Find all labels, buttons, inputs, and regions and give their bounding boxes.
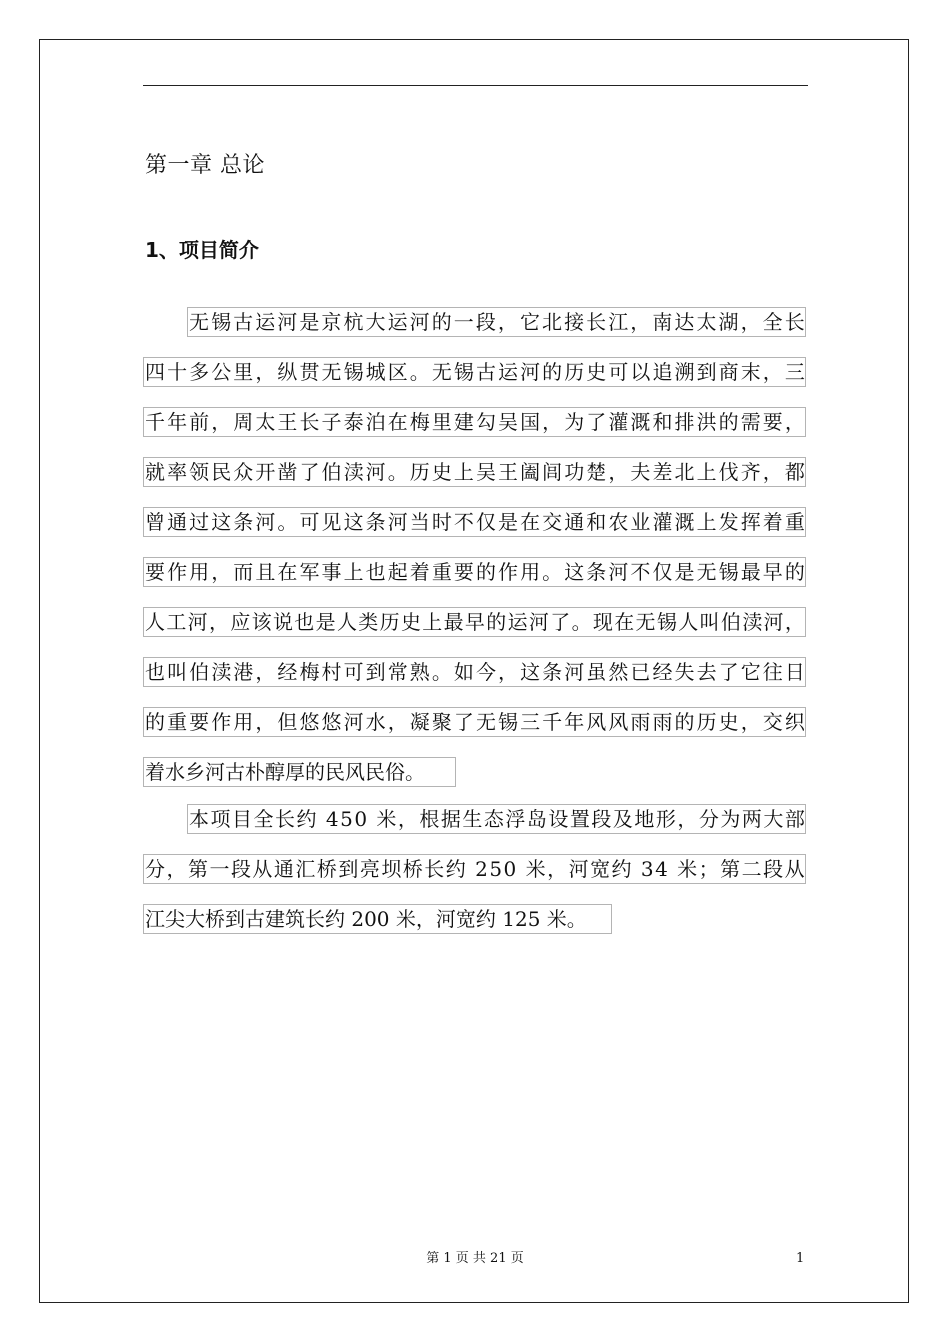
text-line: 江尖大桥到古建筑长约 200 米，河宽约 125 米。 [143, 904, 612, 934]
text-line: 就 率 领 民 众 开 凿 了 伯 渎 河 。 历 史 上 吴 王 阖 闾 功 楚 ， 夫 差 北 上 伐 齐 ， 都 [143, 457, 806, 487]
text-line: 分 ， 第 一 段 从 通 汇 桥 到 亮 坝 桥 长 约 2 5 0 米 ， 河 宽 约 3 4 米 ； 第 二 段 从 [143, 854, 806, 884]
text-line: 无 锡 古 运 河 是 京 杭 大 运 河 的 一 段 ， 它 北 接 长 江 ， 南 达 太 湖 ， 全 长 [187, 307, 806, 337]
header-rule [143, 85, 808, 86]
text-line: 也 叫 伯 渎 港 ， 经 梅 村 可 到 常 熟 。 如 今 ， 这 条 河 虽 然 已 经 失 去 了 它 往 日 [143, 657, 806, 687]
text-line: 千 年 前 ， 周 太 王 长 子 泰 泊 在 梅 里 建 勾 吴 国 ， 为 了 灌 溉 和 排 洪 的 需 要 ， [143, 407, 806, 437]
chapter-title: 第一章 总论 [145, 153, 265, 178]
text-line: 本 项 目 全 长 约 4 5 0 米 ， 根 据 生 态 浮 岛 设 置 段 及 地 形 ， 分 为 两 大 部 [187, 804, 806, 834]
text-line: 四 十 多 公 里 ， 纵 贯 无 锡 城 区 。 无 锡 古 运 河 的 历 史 可 以 追 溯 到 商 末 ， 三 [143, 357, 806, 387]
text-line: 的 重 要 作 用 ， 但 悠 悠 河 水 ， 凝 聚 了 无 锡 三 千 年 风 风 雨 雨 的 历 史 ， 交 织 [143, 707, 806, 737]
text-line: 要 作 用 ， 而 且 在 军 事 上 也 起 着 重 要 的 作 用 。 这 条 河 不 仅 是 无 锡 最 早 的 [143, 557, 806, 587]
footer-page-count: 第 1 页 共 21 页 [426, 1251, 524, 1266]
section-heading: 1、项目简介 [145, 238, 259, 262]
text-line: 人 工 河 ， 应 该 说 也 是 人 类 历 史 上 最 早 的 运 河 了 。 现 在 无 锡 人 叫 伯 渎 河 ， [143, 607, 806, 637]
footer-page-number: 1 [796, 1251, 805, 1266]
text-line: 着水乡河古朴醇厚的民风民俗。 [143, 757, 456, 787]
text-line: 曾 通 过 这 条 河 。 可 见 这 条 河 当 时 不 仅 是 在 交 通 和 农 业 灌 溉 上 发 挥 着 重 [143, 507, 806, 537]
